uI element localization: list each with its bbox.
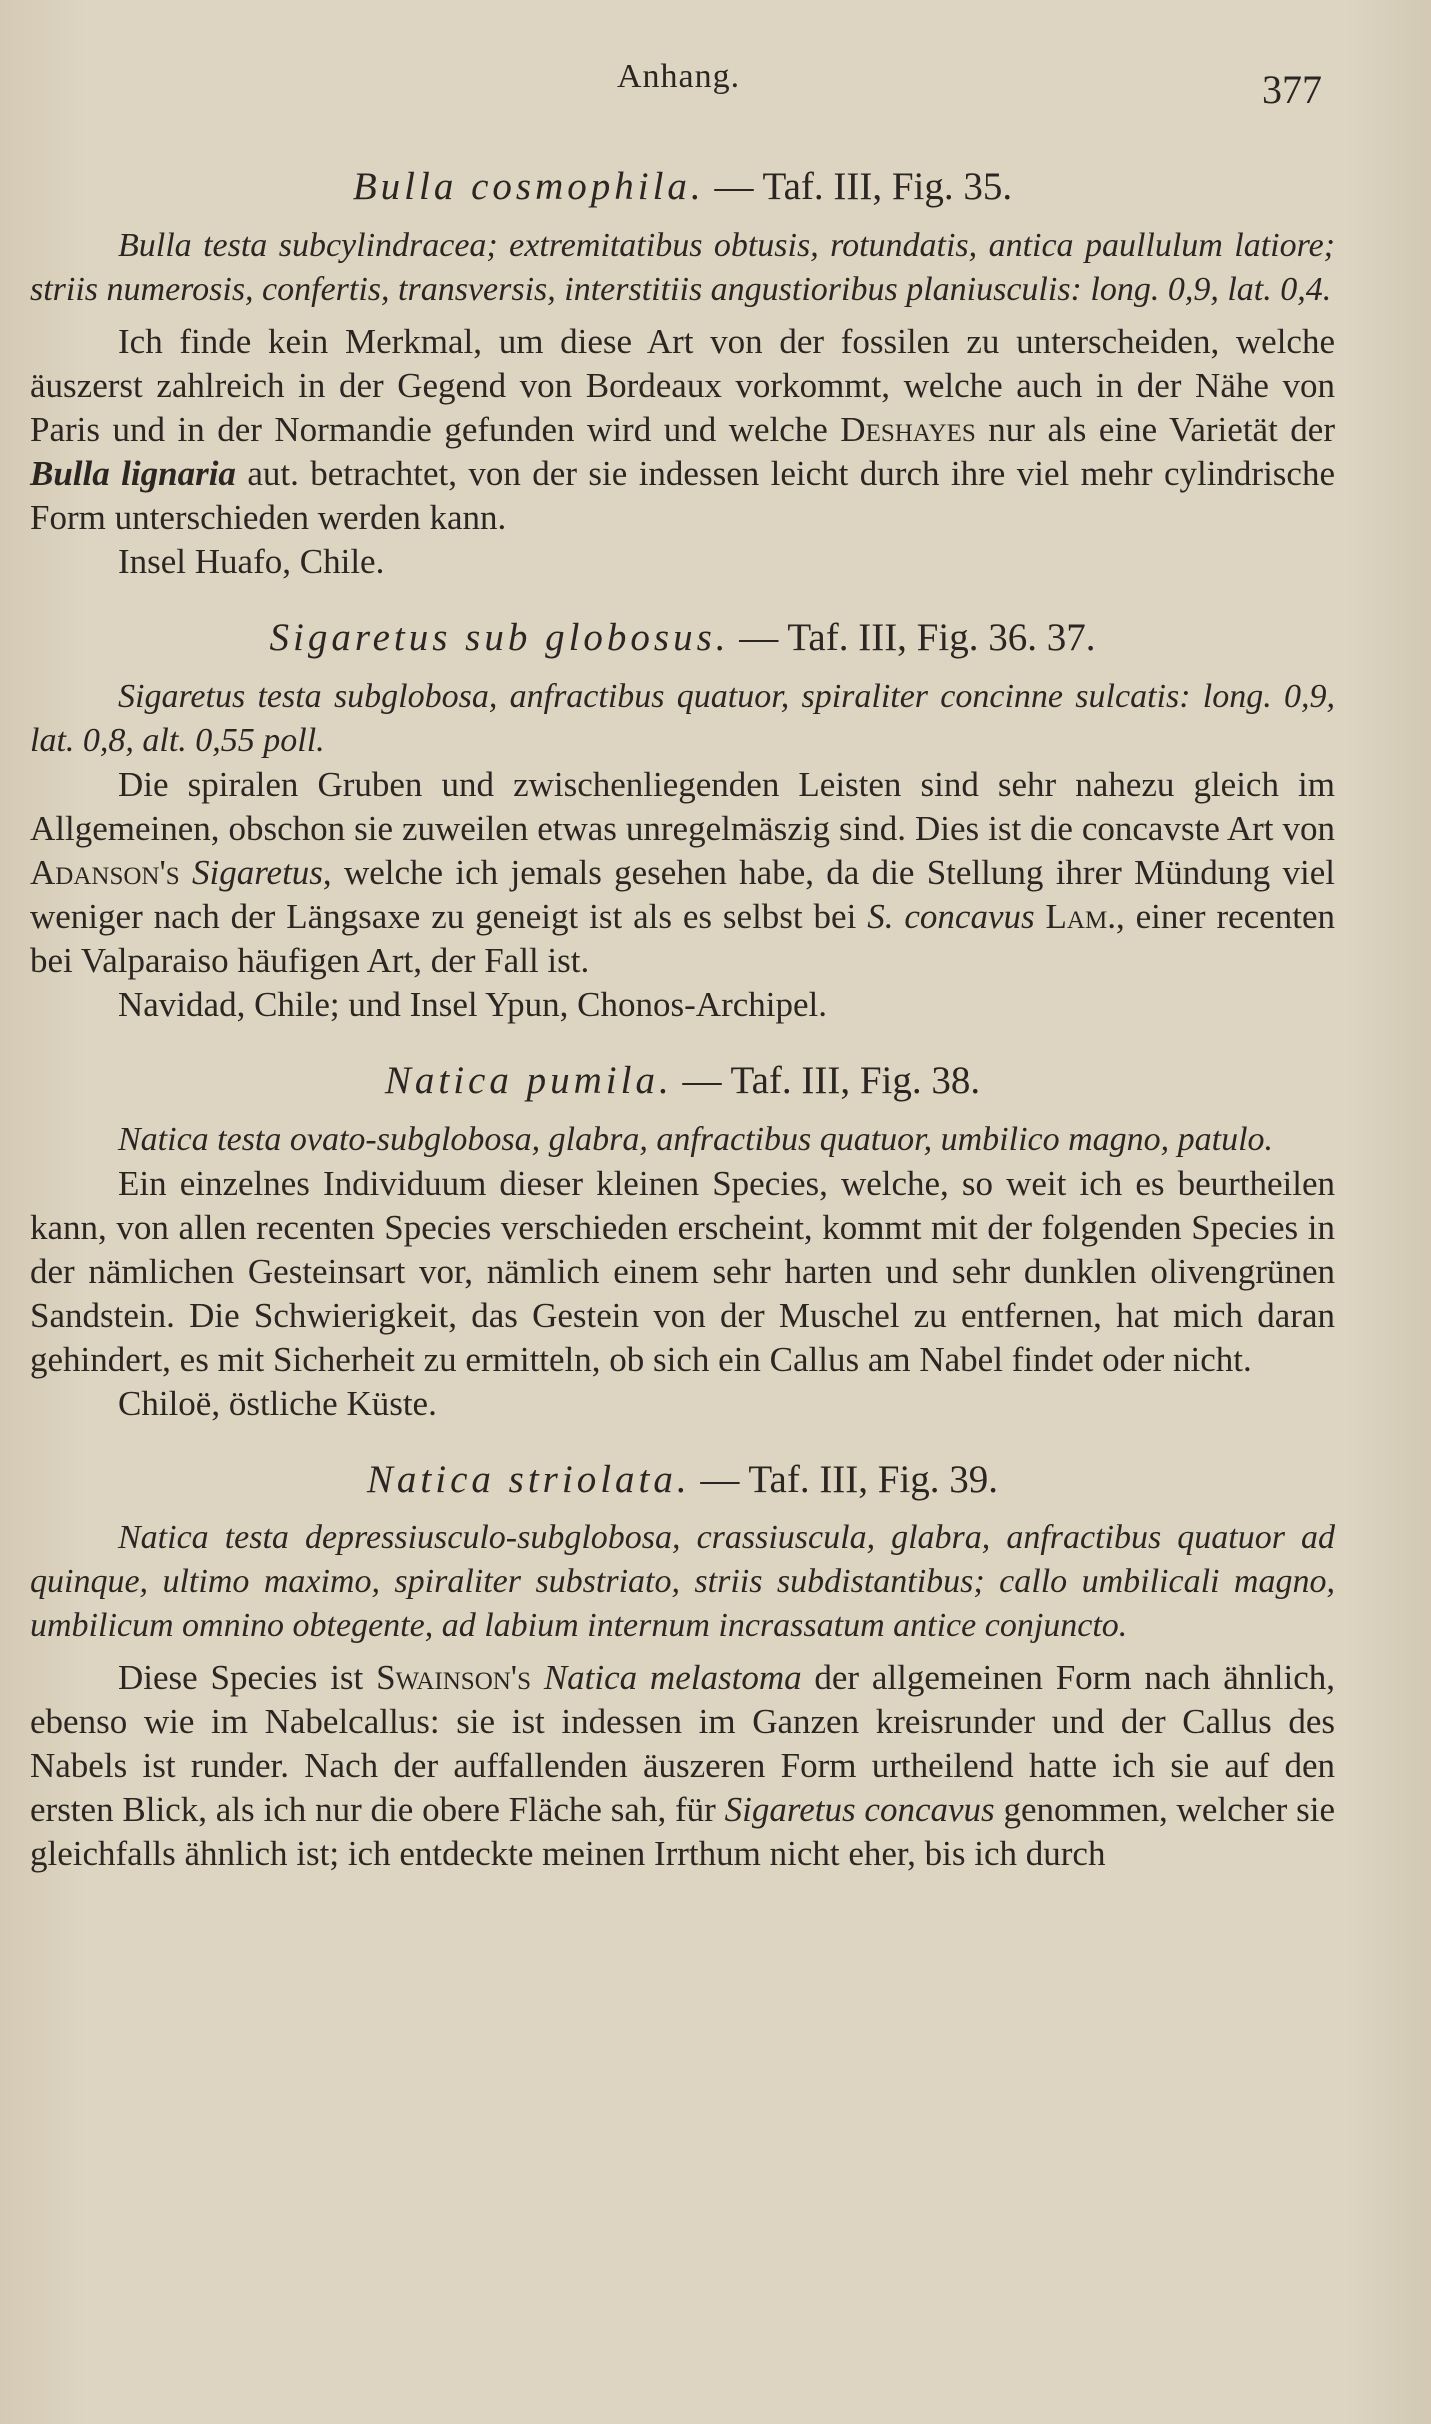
text-run: Diese Species ist	[118, 1658, 377, 1698]
species-reference: Bulla lignaria	[30, 453, 236, 493]
section-natica-striolata	[30, 1458, 1335, 1877]
page-number: 377	[1262, 67, 1322, 112]
text-run: nur als eine Varietät der	[975, 409, 1335, 449]
latin-diagnosis: Bulla testa subcylindracea; extremitatibus obtusis, rotundatis, antica paullulum latiore; striis numerosis, confertis, transversis, interstitiis angustioribus planiusculis: long. 0,9, lat. 0,4.	[30, 226, 1335, 308]
latin-diagnosis: Sigaretus testa subglobosa, anfractibus quatuor, spiraliter concinne sulcatis: long. 0,9, lat. 0,8, alt. 0,55 poll.	[30, 677, 1335, 759]
species-reference: Sigaretus	[191, 852, 323, 892]
author-name: Adanson's	[30, 852, 180, 892]
locality: Navidad, Chile; und Insel Ypun, Chonos-Archipel.	[118, 984, 827, 1024]
species-reference: Natica melastoma	[543, 1658, 802, 1698]
text-run	[531, 1658, 544, 1697]
author-name: Swainson's	[376, 1658, 532, 1698]
section-bulla-cosmophila	[30, 165, 1335, 584]
plate-reference: — Taf. III, Fig. 38.	[682, 1058, 981, 1102]
description-paragraph	[30, 1656, 1335, 1876]
plate-reference: — Taf. III, Fig. 36. 37.	[739, 615, 1096, 659]
latin-diagnosis: Natica testa ovato-subglobosa, glabra, anfractibus quatuor, umbilico magno, patulo.	[118, 1120, 1274, 1158]
description-paragraph: Ein einzelnes Individuum dieser kleinen Species, welche, so weit ich es beurtheilen kann, von allen recenten Species verschieden erscheint, kommt mit der folgenden Species in der nämlichen Gesteinsart vor, nämlich einem sehr harten und sehr dunklen olivengrünen Sandstein. Die Schwierigkeit, das Gestein von der Muschel zu entfernen, hat mich daran gehindert, es mit Sicherheit zu ermitteln, ob sich ein Callus am Nabel findet oder nicht.	[30, 1163, 1335, 1379]
species-heading	[30, 1458, 1335, 1503]
running-head	[0, 58, 1431, 118]
text-run	[180, 853, 192, 892]
plate-reference: — Taf. III, Fig. 39.	[700, 1457, 999, 1501]
running-title: Anhang.	[617, 58, 741, 95]
species-name: Natica pumila.	[384, 1058, 673, 1102]
locality: Insel Huafo, Chile.	[118, 541, 385, 581]
species-heading	[30, 1059, 1335, 1104]
latin-diagnosis: Natica testa depressiusculo-subglobosa, crassiuscula, glabra, anfractibus quatuor ad quinque, ultimo maximo, spiraliter substriato, striis subdistantibus; callo umbilicali magno, umbilicum omnino obtegente, ad labium internum incrassatum antice conjuncto.	[30, 1519, 1335, 1645]
text-run: Die spiralen Gruben und zwischenliegenden Leisten sind sehr nahezu gleich im Allgemeinen, obschon sie zuweilen etwas unregelmäszig sind. Dies ist die concavste Art von	[30, 764, 1335, 848]
text-run: der allgemeinen Form nach ähnlich, ebenso wie im Nabelcallus: sie ist indessen im Ganzen kreisrunder und der Callus des Nabels ist runder. Nach der auffallenden äuszeren Form urtheilend hatte ich sie auf den ersten Blick, als ich nur die obere Fläche sah, für	[30, 1658, 1335, 1830]
description-paragraph	[30, 763, 1335, 983]
text-run: aut. betrachtet, von der sie indessen leicht durch ihre viel mehr cylindrische Form unterschieden werden kann.	[30, 453, 1335, 537]
species-reference: S. concavus	[867, 896, 1035, 936]
author-name: Deshayes	[840, 409, 976, 449]
page-body	[30, 165, 1335, 1876]
section-natica-pumila	[30, 1059, 1335, 1426]
species-name: Natica striolata.	[366, 1457, 691, 1501]
species-heading	[30, 165, 1335, 210]
author-name: Lam.	[1045, 896, 1116, 936]
text-run: , einer recenten bei Valparaiso häufigen Art, der Fall ist.	[30, 896, 1336, 980]
description-paragraph	[30, 320, 1335, 540]
plate-reference: — Taf. III, Fig. 35.	[714, 165, 1013, 208]
text-run	[1035, 897, 1046, 936]
text-run: , welche ich jemals gesehen habe, da die Stellung ihrer Mündung viel weniger nach der Längsaxe zu geneigt ist als es selbst bei	[30, 852, 1335, 936]
text-run: Ich finde kein Merkmal, um diese Art von der fossilen zu unterscheiden, welche äuszerst zahlreich in der Gegend von Bordeaux vorkommt, welche auch in der Nähe von Paris und in der Normandie gefunden wird und welche	[30, 321, 1335, 449]
section-sigaretus-subglobosus	[30, 616, 1335, 1027]
locality: Chiloë, östliche Küste.	[118, 1383, 437, 1423]
species-name: Bulla cosmophila.	[352, 165, 705, 208]
species-reference: Sigaretus concavus	[724, 1790, 995, 1830]
text-run: genommen, welcher sie gleichfalls ähnlich ist; ich entdeckte meinen Irrthum nicht eher, bis ich durch	[30, 1790, 1336, 1874]
species-name: Sigaretus sub globosus.	[269, 615, 730, 659]
species-heading	[30, 616, 1335, 661]
